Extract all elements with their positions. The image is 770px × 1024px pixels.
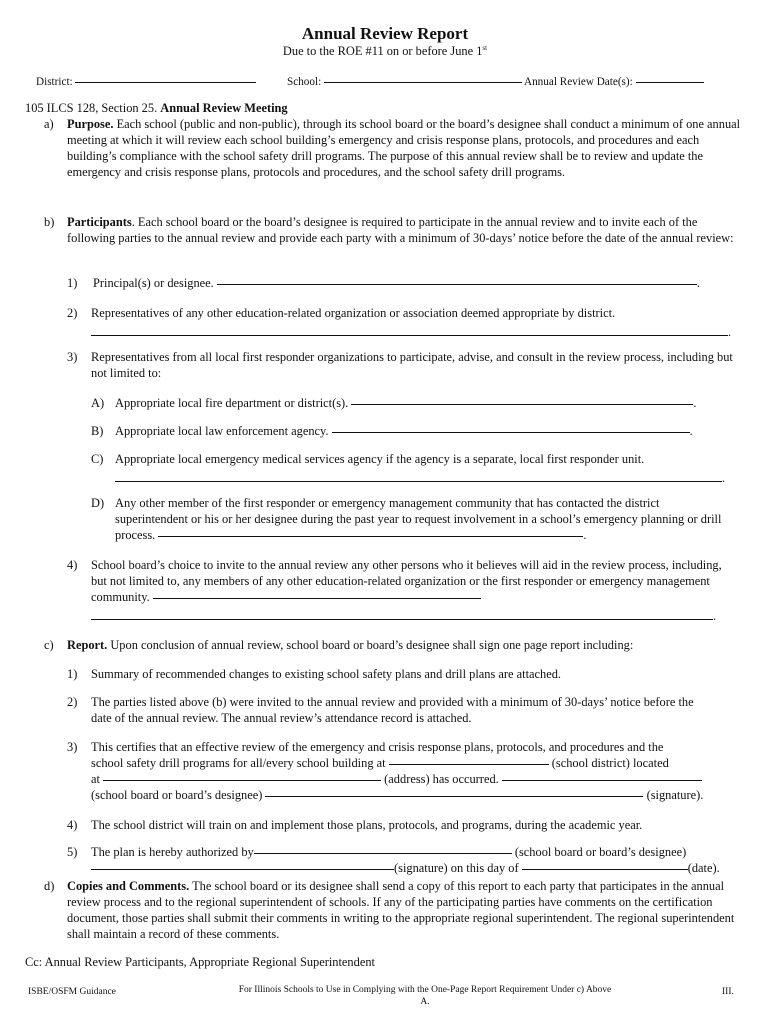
statute-cite: 105 ILCS 128, Section 25.: [25, 101, 158, 115]
section-c-text: Upon conclusion of annual review, school board or board’s designee shall sign one page report including:: [107, 638, 634, 652]
c-item5-line2b: (date).: [687, 861, 720, 875]
district-field: [36, 73, 256, 90]
c-item5-line2a: (signature) on this day of: [394, 861, 519, 875]
section-c-report: [67, 637, 747, 653]
section-a-text: Each school (public and non-public), through its school board or the board’s designee shall conduct a minimum of one annual meeting at which it will review each school building’s emergency and crisis response plans, protocols, and procedures and each building’s compliance with the school safety drill programs. The purpose of this annual review shall be to review and update the emergency and crisis response plans, protocols and procedures, and the school safety drill programs.: [67, 117, 741, 179]
school-label: School:: [287, 76, 322, 88]
day-blank[interactable]: [522, 858, 688, 870]
b-C: Appropriate local emergency medical services agency if the agency is a separate, local first responder unit. .: [115, 451, 740, 486]
authorized-by-blank[interactable]: [254, 842, 512, 854]
signature-blank[interactable]: [265, 785, 643, 797]
b-item4: School board’s choice to invite to the annual review any other persons who it believes will aid in the review process, including, but not limited to, any members of any other education-related organization or the first responder or emergency management community. .: [91, 558, 722, 623]
c-item5-line1a: The plan is hereby authorized by: [91, 845, 254, 859]
principal-blank[interactable]: [217, 273, 697, 285]
c-item3-line4b: (signature).: [646, 788, 704, 802]
b-item3-text: Representatives from all local first responder organizations to participate, advise, and consult in the review process, including but not limited to:: [91, 350, 733, 380]
b-A: Appropriate local fire department or district(s). .: [115, 395, 735, 411]
statute-heading: [25, 100, 288, 116]
c-item1-marker: 1): [67, 667, 78, 681]
c-item3-line3b: (address) has occurred.: [384, 772, 499, 786]
location-blank[interactable]: [502, 769, 702, 781]
subtitle-text: Due to the ROE #11 on or before June 1: [282, 44, 483, 58]
c-item3-line1: This certifies that an effective review of the emergency and crisis response plans, protocols, and procedures and the: [91, 740, 664, 754]
footer-right: III.: [722, 987, 734, 997]
review-dates-label: Annual Review Date(s):: [524, 76, 633, 88]
section-d-heading: Copies and Comments.: [67, 879, 190, 893]
c-item3-line2a: school safety drill programs for all/every school building at: [91, 756, 386, 770]
school-blank[interactable]: [324, 71, 522, 83]
subtitle-superscript: st: [482, 44, 488, 52]
c-item2-marker: 2): [67, 695, 78, 709]
law-enforcement-blank[interactable]: [332, 421, 690, 433]
fire-department-blank[interactable]: [351, 393, 693, 405]
b-D-marker: D): [91, 496, 105, 510]
footer-left: ISBE/OSFM Guidance: [28, 987, 116, 997]
address-blank[interactable]: [103, 769, 381, 781]
footer-center-line2: A.: [420, 997, 430, 1007]
review-dates-blank[interactable]: [636, 71, 704, 83]
c-item5-line1b: (school board or board’s designee): [514, 845, 687, 859]
c-item5-marker: 5): [67, 845, 78, 859]
section-b-heading: Participants: [67, 215, 132, 229]
b-C-text: Appropriate local emergency medical services agency if the agency is a separate, local first responder unit.: [115, 452, 645, 466]
b-B: Appropriate local law enforcement agency. .: [115, 423, 735, 439]
c-item3: [91, 739, 746, 803]
c-item4-marker: 4): [67, 818, 78, 832]
ems-blank[interactable]: [115, 467, 722, 482]
section-b-participants: [67, 214, 747, 246]
c-item3-line4a: (school board or board’s designee): [91, 788, 263, 802]
b-item2-text: Representatives of any other education-related organization or association deemed appropriate by district.: [91, 306, 616, 320]
c-item3-line2b: (school district) located: [551, 756, 669, 770]
section-d-text: The school board or its designee shall send a copy of this report to each party that participates in the annual review process and to the regional superintendent of schools. If any of the participating parties have comments on the certification document, those parties shall submit their comments in writing to the appropriate regional superintendent. The regional superintendent shall maintain a record of these comments.: [67, 879, 735, 941]
cc-line: Cc: Annual Review Participants, Appropriate Regional Superintendent: [25, 955, 375, 969]
b-item3-marker: 3): [67, 350, 78, 364]
page-subtitle: [0, 43, 770, 59]
b-item2-blank[interactable]: [91, 321, 728, 336]
b-item2: Representatives of any other education-related organization or association deemed appropriate by district. .: [91, 305, 741, 340]
section-c-marker: c): [44, 638, 54, 652]
board-choice-blank[interactable]: [153, 587, 481, 599]
review-dates-field: [524, 73, 704, 90]
b-A-text: Appropriate local fire department or district(s).: [115, 396, 349, 410]
section-d-comments: [67, 878, 742, 942]
district-label: District:: [36, 76, 73, 88]
section-b-text: . Each school board or the board’s designee is required to participate in the annual review and to invite each of the following parties to the annual review and provide each party with a minimum of 30-days’ notice before the date of the annual review:: [67, 215, 734, 245]
c-item3-marker: 3): [67, 740, 78, 754]
district-blank[interactable]: [75, 71, 256, 83]
section-c-heading: Report.: [67, 638, 108, 652]
b-D-text: Any other member of the first responder or emergency management community that has contacted the district superintendent or his or her designee during the past year to request involvement in a school’s emergency planning or drill process.: [115, 496, 722, 542]
footer-center: [215, 984, 635, 1008]
page-title: Annual Review Report: [301, 24, 469, 43]
statute-title: Annual Review Meeting: [160, 101, 288, 115]
c-item5: [91, 844, 741, 876]
c-item4-text: The school district will train on and implement those plans, protocols, and programs, during the academic year.: [91, 818, 643, 832]
footer-center-line1: For Illinois Schools to Use in Complying with the One-Page Report Requirement Under c) Above: [238, 985, 612, 995]
school-building-blank[interactable]: [389, 753, 549, 765]
b-B-text: Appropriate local law enforcement agency.: [115, 424, 329, 438]
b-item1: Principal(s) or designee. .: [93, 275, 743, 291]
board-choice-blank-2[interactable]: [91, 605, 713, 620]
c-item3-line3a: at: [91, 772, 100, 786]
b-B-marker: B): [91, 424, 104, 438]
b-D: Any other member of the first responder or emergency management community that has contacted the district superintendent or his or her designee during the past year to request involvement in a school’s emergency planning or drill process. .: [115, 496, 722, 542]
section-a-heading: Purpose.: [67, 117, 114, 131]
c-item1-text: Summary of recommended changes to existing school safety plans and drill plans are attached.: [91, 667, 562, 681]
authorized-signature-blank[interactable]: [91, 858, 394, 870]
section-d-marker: d): [44, 879, 55, 893]
other-responder-blank[interactable]: [158, 525, 583, 537]
b-A-marker: A): [91, 396, 105, 410]
b-item4-marker: 4): [67, 558, 78, 572]
b-C-marker: C): [91, 452, 104, 466]
b-item1-marker: 1): [67, 276, 78, 290]
section-a-marker: a): [44, 117, 54, 131]
section-b-marker: b): [44, 215, 55, 229]
school-field: [287, 73, 522, 90]
b-item4-text: School board’s choice to invite to the annual review any other persons who it believes will aid in the review process, including, but not limited to, any members of any other education-related organization or the first responder or emergency management community.: [91, 558, 722, 604]
b-item2-marker: 2): [67, 306, 78, 320]
b-item1-text: Principal(s) or designee.: [93, 276, 214, 290]
c-item2-text: The parties listed above (b) were invited to the annual review and provided with a minimum of 30-days’ notice before the date of the annual review. The annual review’s attendance record is attached.: [91, 695, 694, 725]
section-a-purpose: [67, 116, 747, 180]
